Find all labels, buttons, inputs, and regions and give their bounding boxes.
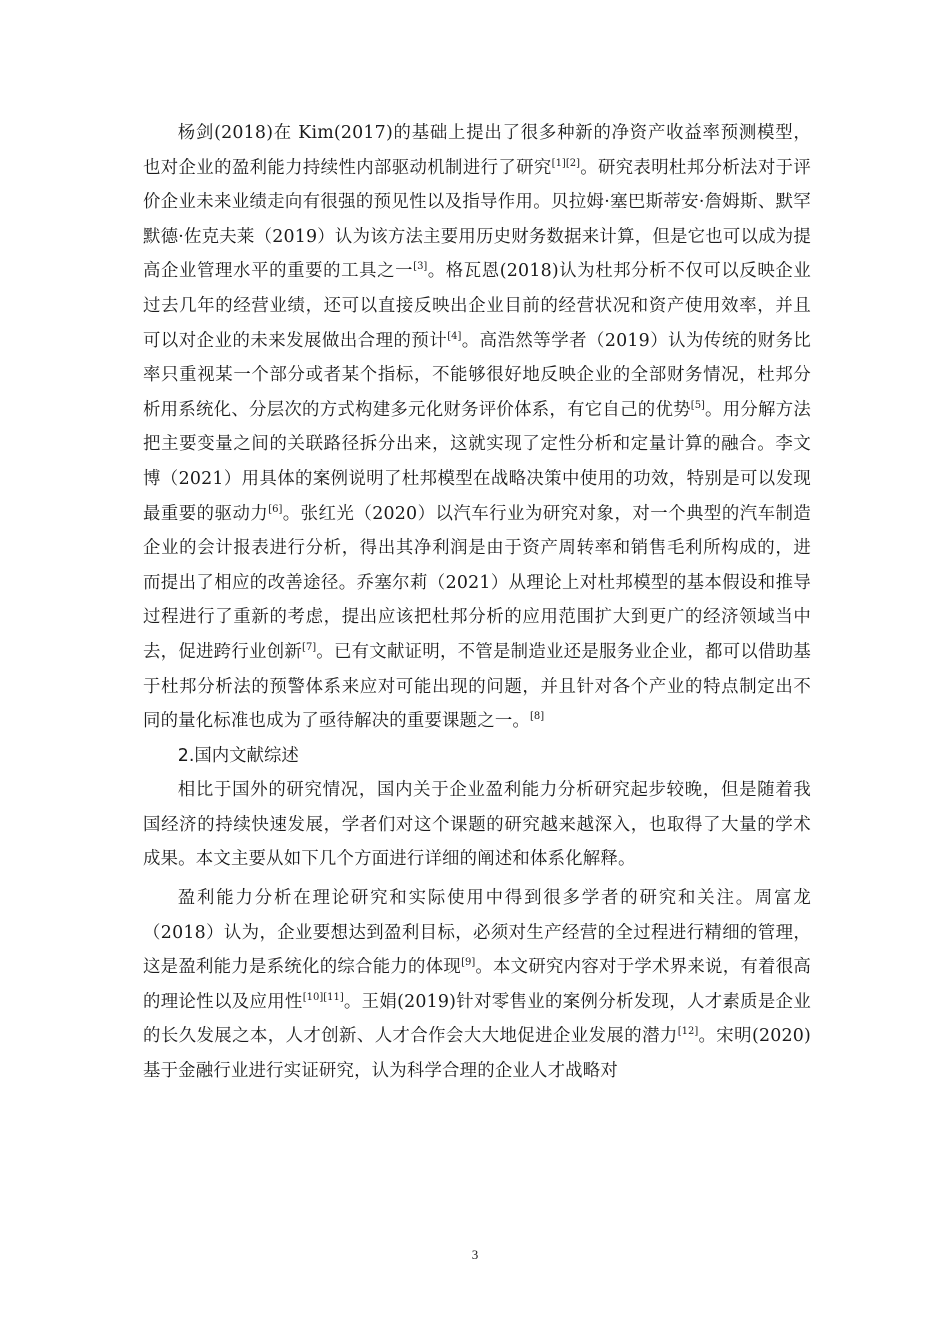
text-segment: 。本文研究内容对于学术界来说，有着很高的理论性以及应用性 [143,957,811,1012]
citation: [5] [690,399,705,411]
text-segment: 。宋明(2020)基于金融行业进行实证研究，认为科学合理的企业人才战略对 [143,1026,811,1082]
citation: [7] [302,642,317,654]
citation: [8] [530,711,545,723]
paragraph-foreign-review [143,116,811,739]
paragraph-profitability-analysis [143,881,811,1089]
text-segment: 。王娟(2019)针对零售业的案例分析发现，人才素质是企业的长久发展之本，人才创新、人才合作会大大地促进企业发展的潜力 [143,991,811,1047]
text-segment: 。已有文献证明，不管是制造业还是服务业企业，都可以借助基于杜邦分析法的预警体系来应对可能出现的问题，并且针对各个产业的特点制定出不同的量化标准也成为了亟待解决的重要课题之一。 [143,641,811,732]
text-segment: 。高浩然等学者（2019）认为传统的财务比率只重视某一个部分或者某个指标，不能够很好地反映企业的全部财务情况，杜邦分析用系统化、分层次的方式构建多元化财务评价体系，有它自己的优势 [143,330,811,420]
citation: [10][11] [302,992,344,1004]
page-number: 3 [471,1247,479,1262]
section-heading: 2.国内文献综述 [177,745,299,766]
text-segment: 。张红光（2020）以汽车行业为研究对象，对一个典型的汽车制造企业的会计报表进行分析，得出其净利润是由于资产周转率和销售毛利所构成的，进而提出了相应的改善途径。乔塞尔莉（2021）从理论上对杜邦模型的基本假设和推导过程进行了重新的考虑，提出应该把杜邦分析的应用范围扩大到更广的经济领域当中去，促进跨行业创新 [143,503,811,662]
text-segment: 。用分解方法把主要变量之间的关联路径拆分出来，这就实现了定性分析和定量计算的融合。李文博（2021）用具体的案例说明了杜邦模型在战略决策中使用的功效，特别是可以发现最重要的驱动力 [143,399,811,524]
citation: [12] [677,1026,699,1038]
citation: [6] [268,503,283,515]
citation: [4] [447,330,462,342]
citation: [1][2] [551,157,581,169]
text-segment: 。格瓦恩(2018)认为杜邦分析不仅可以反映企业过去几年的经营业绩，还可以直接反映出企业目前的经营状况和资产使用效率，并且可以对企业的未来发展做出合理的预计 [143,261,811,351]
text-segment: 盈利能力分析在理论研究和实际使用中得到很多学者的研究和关注。周富龙（2018）认为，企业要想达到盈利目标，必须对生产经营的全过程进行精细的管理，这是盈利能力是系统化的综合能力的体现 [143,888,811,978]
body-text [143,116,811,1089]
paragraph-domestic-intro: 相比于国外的研究情况，国内关于企业盈利能力分析研究起步较晚，但是随着我国经济的持续快速发展，学者们对这个课题的研究越来越深入，也取得了大量的学术成果。本文主要从如下几个方面进行详细的阐述和体系化解释。 [143,780,811,870]
citation: [9] [461,957,476,969]
text-segment: 。研究表明杜邦分析法对于评价企业未来业绩走向有很强的预见性以及指导作用。贝拉姆·塞巴斯蒂安·詹姆斯、默罕默德·佐克夫莱（2019）认为该方法主要用历史财务数据来计算，但是它也可以成为提高企业管理水平的重要的工具之一 [143,157,811,282]
citation: [3] [413,261,428,273]
text-segment: 杨剑(2018)在 Kim(2017)的基础上提出了很多种新的净资产收益率预测模型，也对企业的盈利能力持续性内部驱动机制进行了研究 [143,123,811,178]
